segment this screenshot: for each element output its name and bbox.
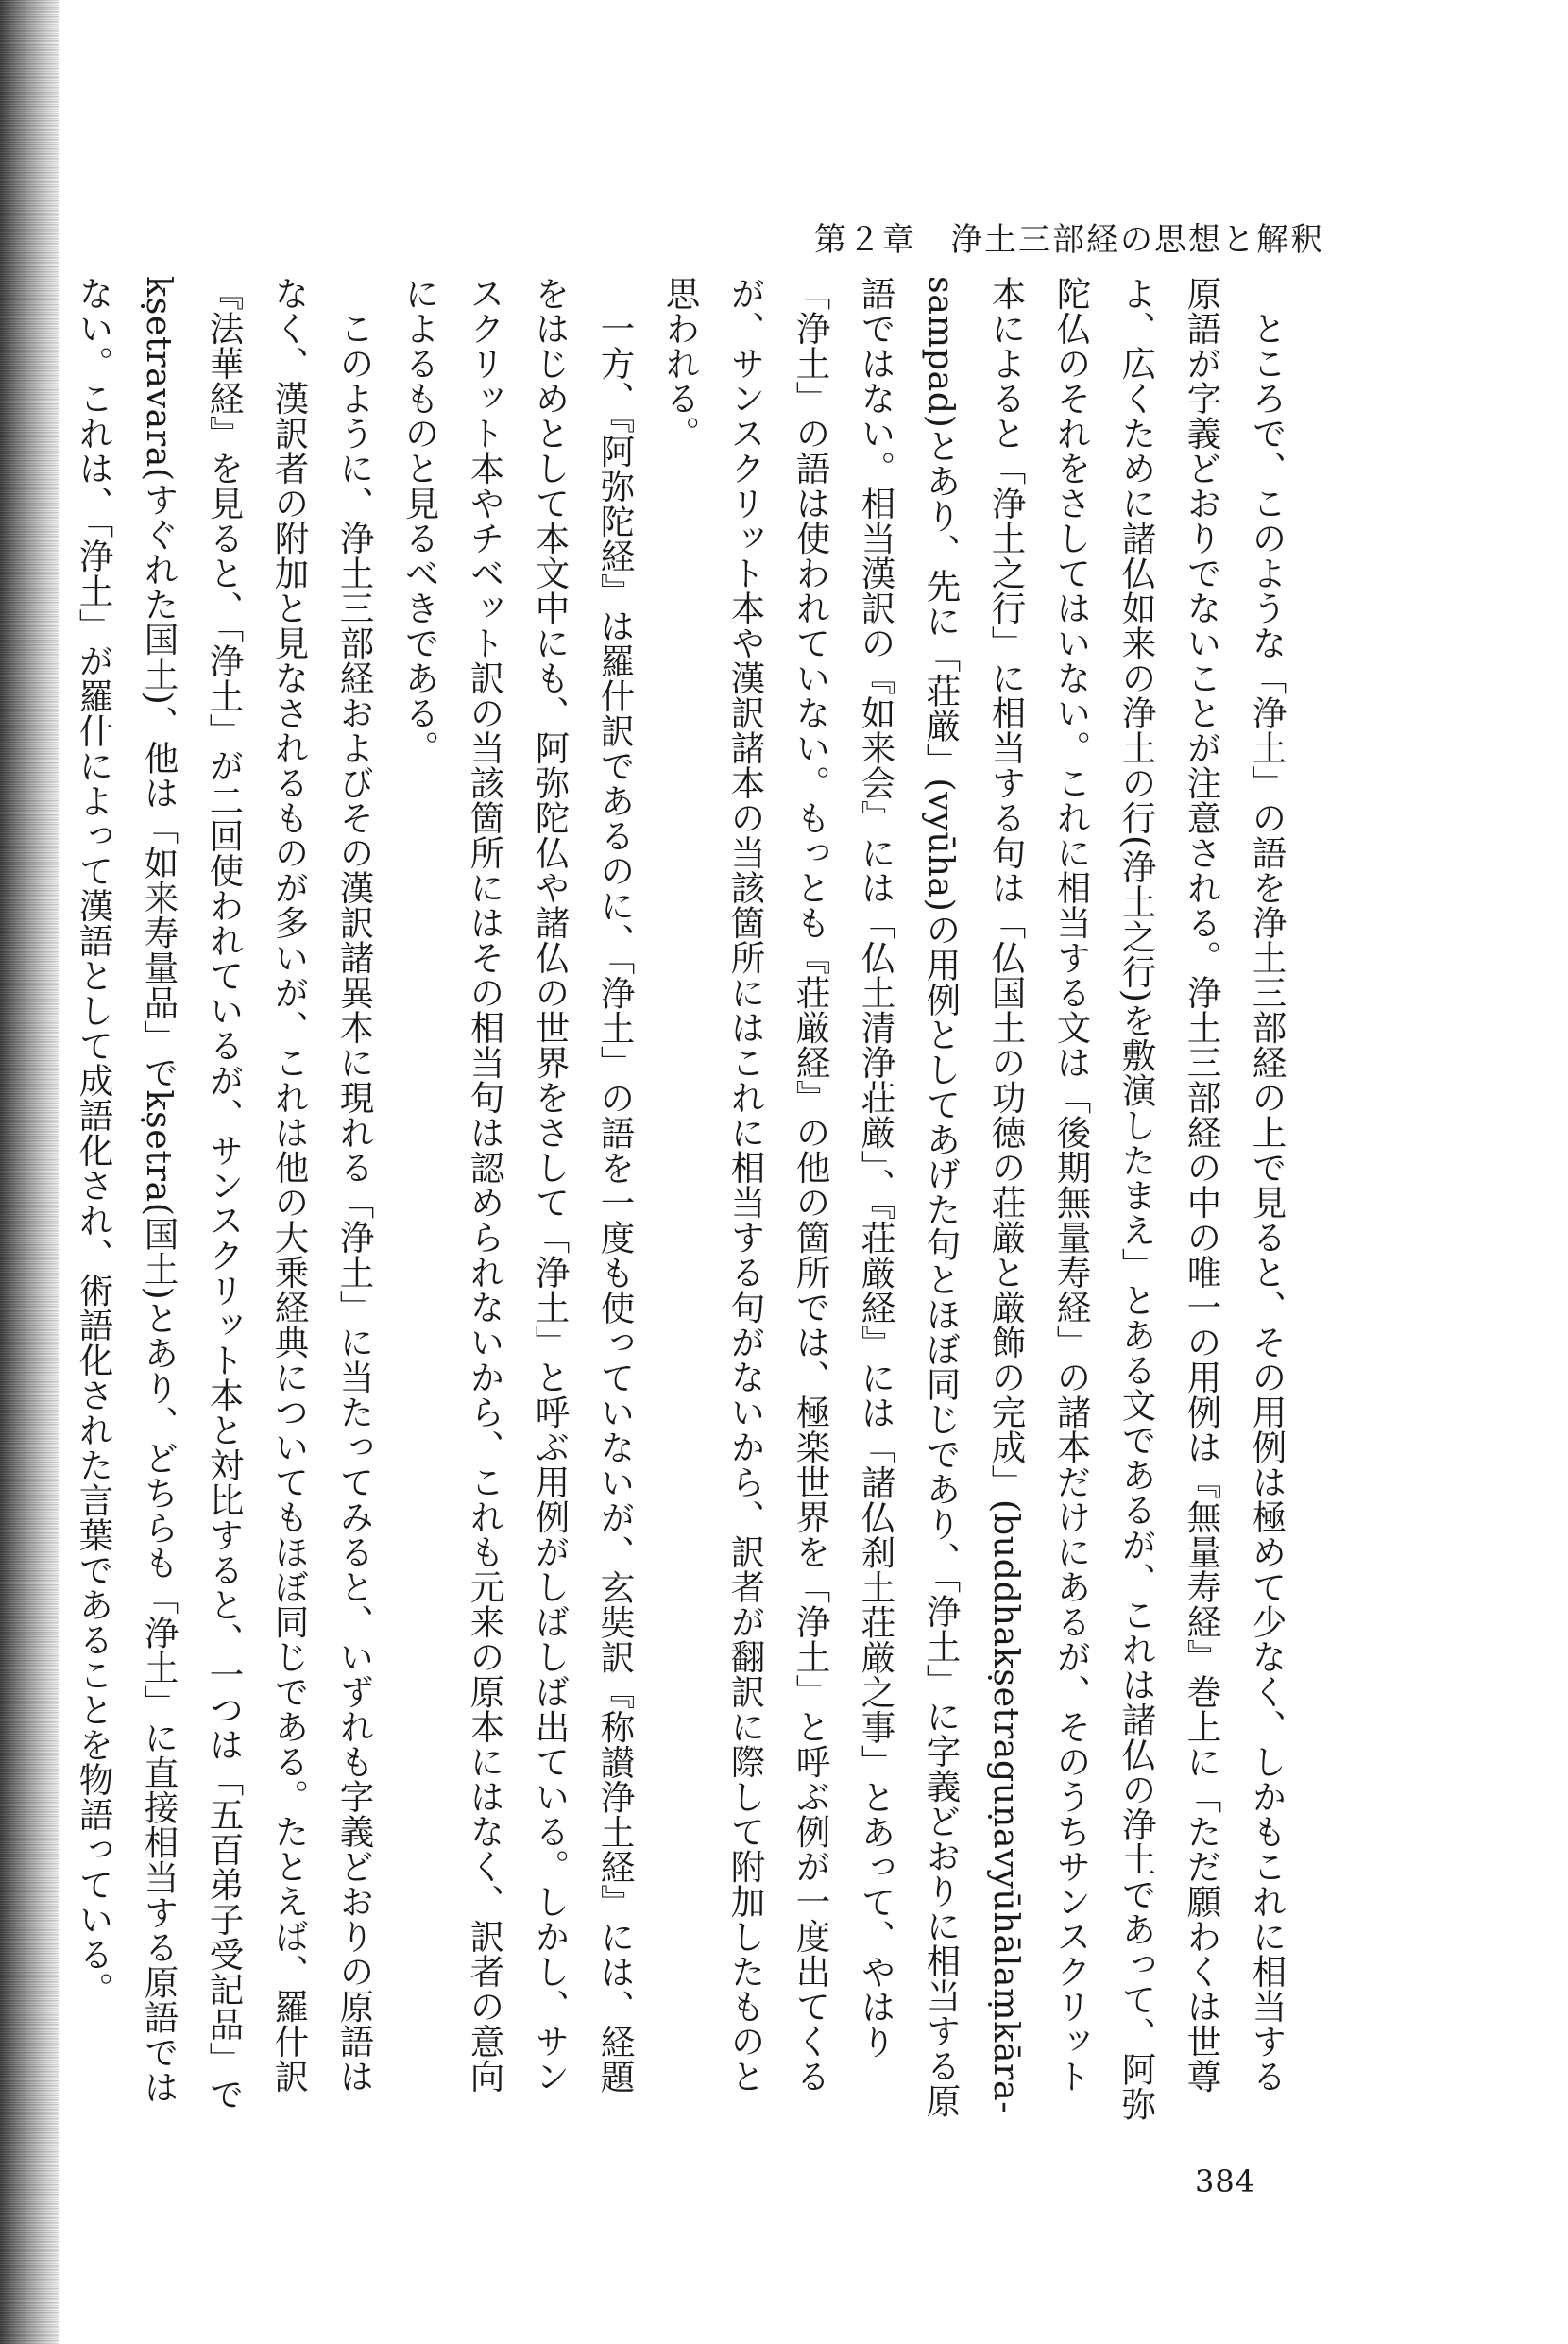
running-header: 第２章 浄土三部経の思想と解釈: [814, 221, 1324, 259]
scan-binding-shadow: [0, 0, 59, 2344]
body-text: [61, 276, 1300, 2128]
page-number: 384: [1195, 2164, 1256, 2199]
paragraph: 一方、『阿弥陀経』は羅什訳であるのに、「浄土」の語を一度も使っていないが、玄奘訳『称讃浄土経』には、経題をはじめとして本文中にも、阿弥陀仏や諸仏の世界をさして「浄土」と呼ぶ用例がしばしば出ている。しかし、サンスクリット本やチベット訳の当該箇所にはその相当句は認められないから、これも元来の原本にはなく、訳者の意向によるものと見るべきである。: [400, 276, 636, 2094]
paragraph: このように、浄土三部経およびその漢訳諸異本に現れる「浄土」に当たってみると、いずれも字義どおりの原語はなく、漢訳者の附加と見なされるものが多いが、これは他の大乗経典についてもほぼ同じである。たとえば、羅什訳『法華経』を見ると、「浄土」が二回使われているが、サンスクリット本と対比すると、一つは「五百弟子受記品」でkṣetravara(すぐれた国土)、他は「如来寿量品」でkṣetra(国土)とあり、どちらも「浄土」に直接相当する原語ではない。これは、「浄土」が羅什によって漢語として成語化され、術語化された言葉であることを物語っている。: [74, 276, 375, 2112]
paragraph: ところで、このような「浄土」の語を浄土三部経の上で見ると、その用例は極めて少なく、しかもこれに相当する原語が字義どおりでないことが注意される。浄土三部経の中の唯一の用例は『無量寿経』巻上に「ただ願わくは世尊よ、広くために諸仏如来の浄土の行(浄土之行)を敷演したまえ」とある文であるが、これは諸仏の浄土であって、阿弥陀仏のそれをさしてはいない。これに相当する文は「後期無量寿経」の諸本だけにあるが、そのうちサンスクリット本によると「浄土之行」に相当する句は「仏国土の功徳の荘厳と厳飾の完成」(buddhakṣetraguṇavyūhālaṃkāra-sampad)とあり、先に「荘厳」(vyūha)の用例としてあげた句とほぼ同じであり、「浄土」に字義どおりに相当する原語ではない。相当漢訳の『如来会』には「仏土清浄荘厳」、『荘厳経』には「諸仏刹土荘厳之事」とあって、やはり「浄土」の語は使われていない。もっとも『荘厳経』の他の箇所では、極楽世界を「浄土」と呼ぶ例が一度出てくるが、サンスクリット本や漢訳諸本の当該箇所にはこれに相当する句がないから、訳者が翻訳に際して附加したものと思われる。: [660, 276, 1287, 2122]
